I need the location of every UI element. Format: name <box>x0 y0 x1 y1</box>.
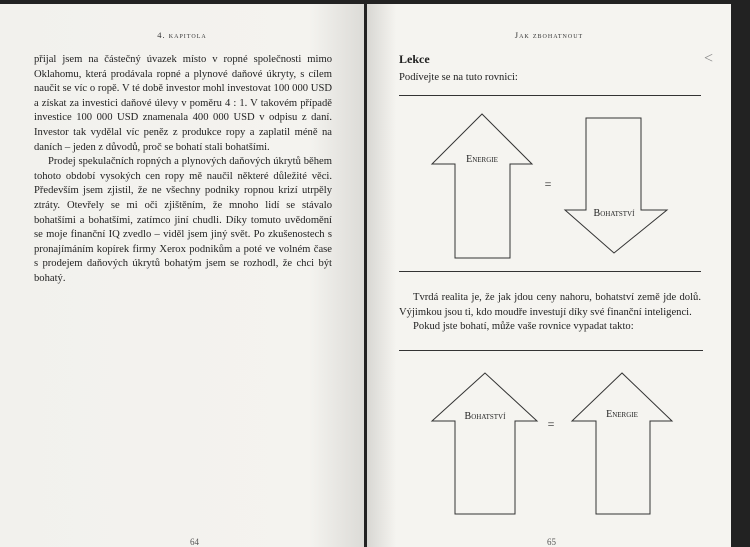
left-page <box>0 4 364 547</box>
page-number: 64 <box>190 537 199 547</box>
down-arrow-bohatstvi <box>565 118 667 253</box>
label-energie: Energie <box>466 154 498 165</box>
paragraph: Pokud jste bohatí, může vaše rovnice vypadat takto: <box>413 321 634 333</box>
paragraph: přijal jsem na částečný úvazek místo v ropné společnosti mimo Oklahomu, která prodávala ropné a plynové daňové úkryty, s cílem naučit se víc o ropě. V té době investor mohl investovat 100 000 USD a získat za investici daňové úlevy v poměru 4 : 1. V takovém případě investice 100 000 USD znamenala 400 000 USD v odpisu z daní. Investor tak vydělal víc peněz z produkce ropy a zaplatil méně na daních – jeden z důvodů, proč se bohatí stali bohatšími. <box>34 54 332 153</box>
margin-mark: < <box>704 50 714 67</box>
label-energie: Energie <box>606 409 638 420</box>
up-arrow-energie <box>572 373 672 514</box>
up-arrow-bohatstvi <box>432 373 537 514</box>
divider <box>399 271 701 272</box>
equals-sign: = <box>544 177 552 191</box>
intro-text: Podívejte se na tuto rovnici: <box>399 71 518 83</box>
section-heading: Lekce <box>399 52 430 66</box>
equals-sign: = <box>547 417 555 431</box>
running-head: 4. kapitola <box>157 30 207 40</box>
up-arrow-energie <box>432 114 532 258</box>
equation-diagrams <box>367 4 731 547</box>
divider <box>399 350 703 351</box>
paragraph: Prodej spekulačních ropných a plynových daňových úkrytů během tohoto období vysokých cen ropy mě naučil některé důležité věci. Především jsem zjistil, že ne všechny podniky ropnou krizí utrpěly ztráty. Otevřely se mi oči zjištěním, že mnoho lidí se stávalo bohatšími a bohatšími, zatímco jiní chudli. Díky tomuto uvědomění se moje finanční IQ zvedlo – viděl jsem jiný svět. Po zkušenostech s pronajímáním kopírek firmy Xerox podnikům a poté ve volném čase s prodejem daňových úkrytů bohatým jsem se rozhodl, že chci být bohatý. <box>34 156 332 284</box>
right-page <box>367 4 731 547</box>
body-text <box>399 291 701 335</box>
label-bohatstvi: Bohatství <box>593 208 635 219</box>
body-text <box>34 53 332 287</box>
page-number: 65 <box>547 537 556 547</box>
label-bohatstvi: Bohatství <box>464 411 506 422</box>
paragraph: Tvrdá realita je, že jak jdou ceny nahoru, bohatství země jde dolů. Výjimkou jsou ti, kdo moudře investují díky své finanční inteligenci. <box>399 292 701 318</box>
running-head: Jak zbohatnout <box>514 30 584 40</box>
